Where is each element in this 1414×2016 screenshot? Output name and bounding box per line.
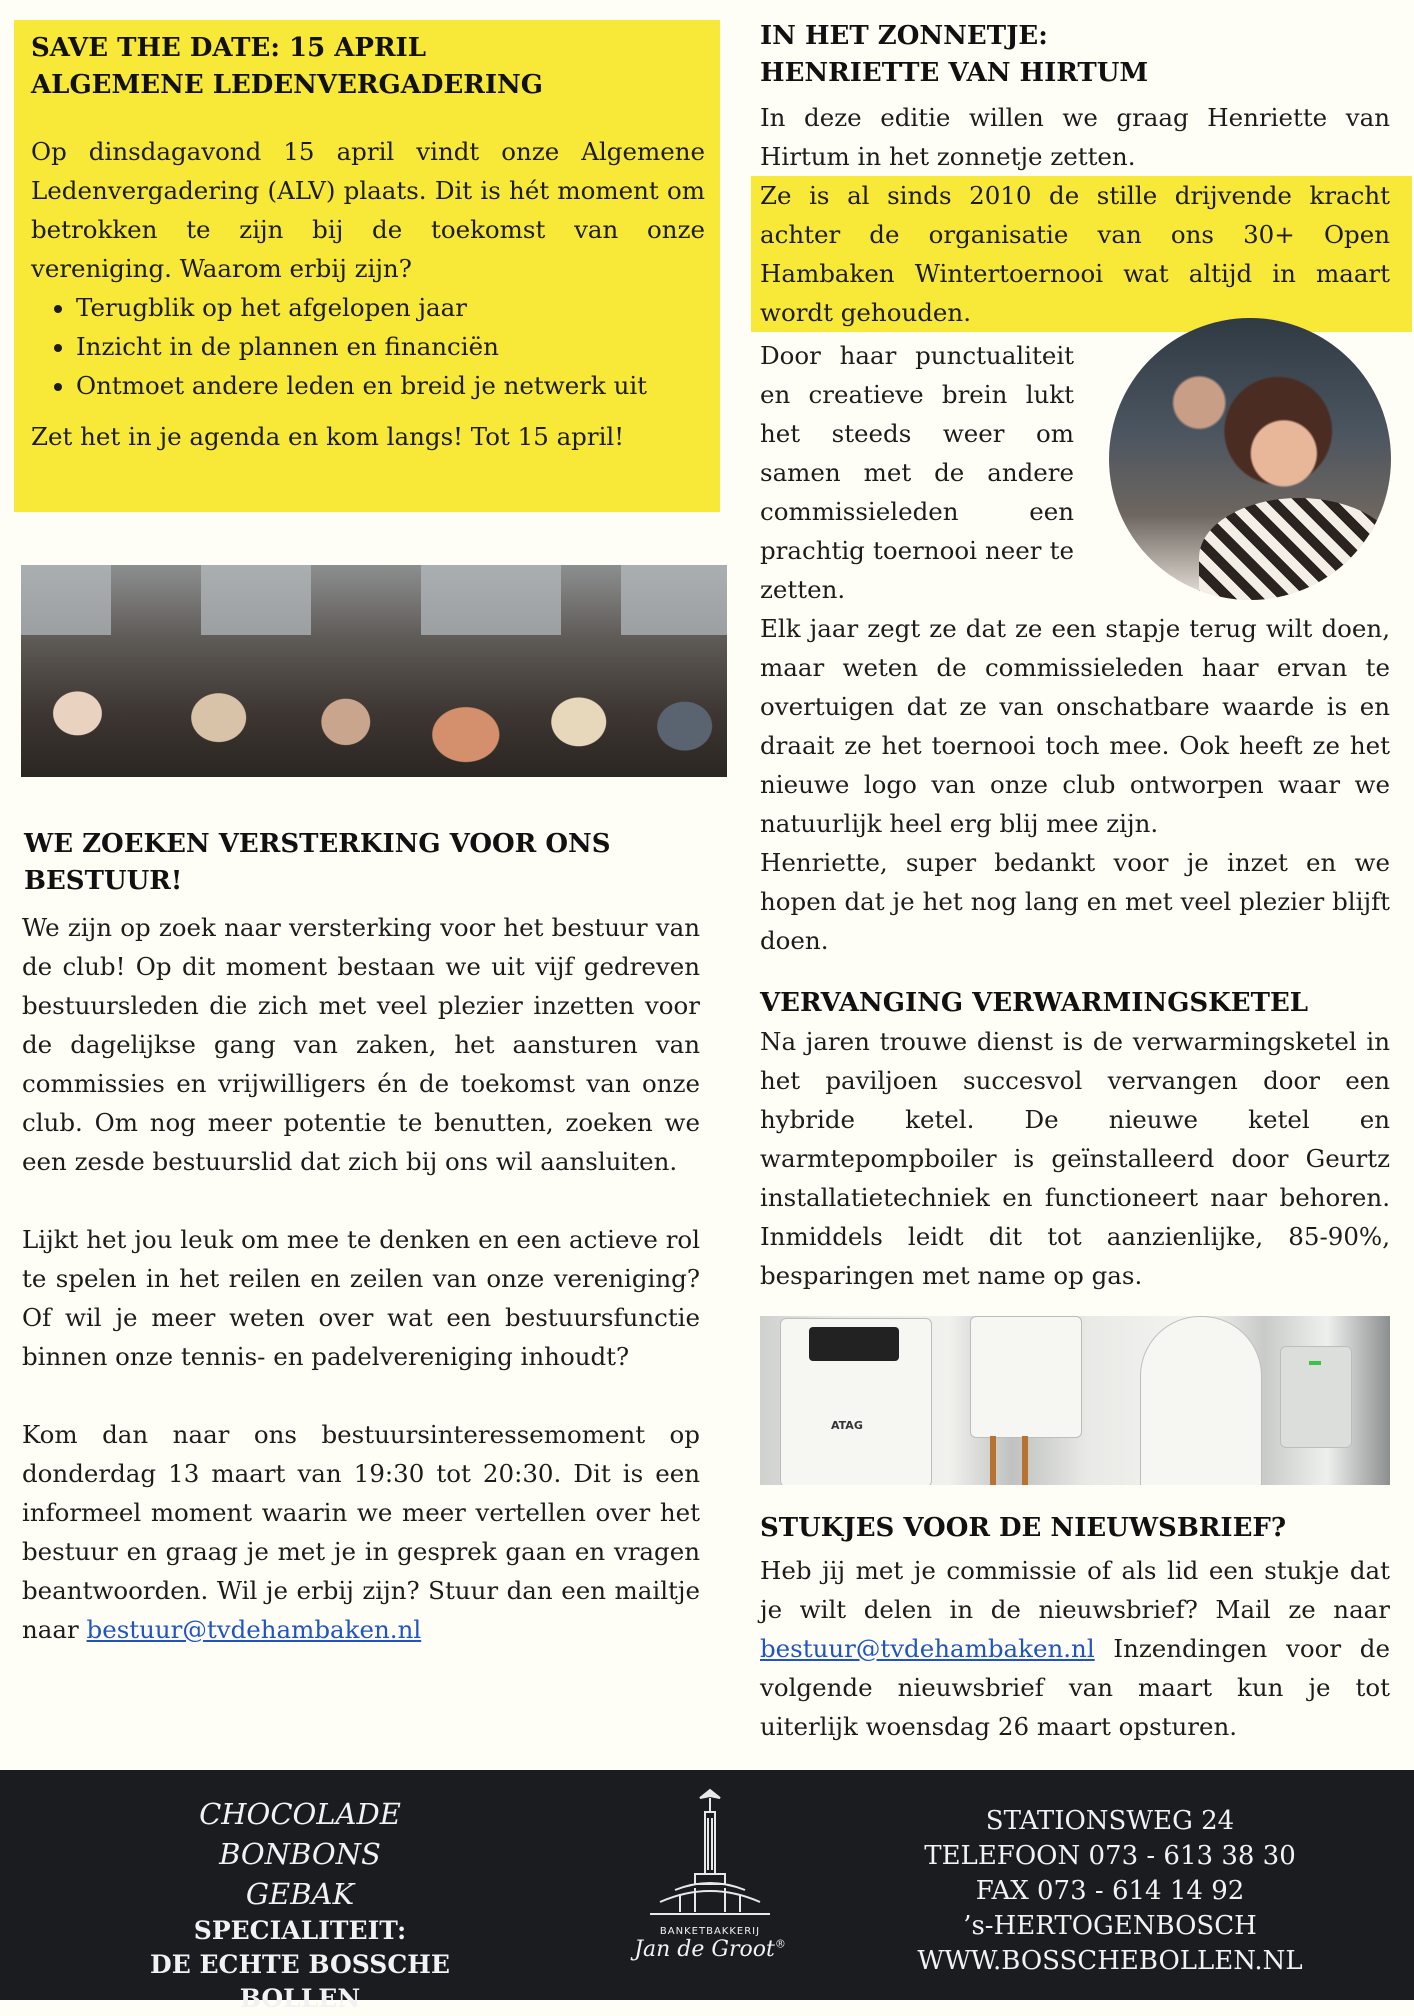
copper-pipe	[1022, 1436, 1028, 1485]
footer-phone: TELEFOON 073 - 613 38 30	[924, 1841, 1296, 1871]
stukjes-text-before: Heb jij met je commissie of als lid een stukje dat je wilt delen in de nieuwsbrief? Mail ze naar	[760, 1556, 1390, 1624]
bestuur-title-line1: WE ZOEKEN VERSTERKING VOOR ONS	[24, 829, 611, 859]
bestuur-email-link[interactable]: bestuur@tvdehambaken.nl	[86, 1615, 422, 1644]
ketel-section	[760, 985, 1390, 1295]
stukjes-section	[760, 1510, 1390, 1746]
footer-speciality: DE ECHTE BOSSCHE BOLLEN	[150, 1950, 450, 2013]
boiler-brand-label: ATAG	[831, 1419, 863, 1432]
monument-icon	[635, 1782, 785, 1922]
henriette-portrait	[1109, 318, 1391, 600]
photo-window	[421, 565, 561, 635]
footer-fax: FAX 073 - 614 14 92	[975, 1876, 1245, 1906]
stukjes-body	[760, 1551, 1390, 1746]
zonnetje-title	[760, 18, 1390, 92]
ketel-body: Na jaren trouwe dienst is de verwarmingsketel in het paviljoen succesvol vervangen door een hybride ketel. De nieuwe ketel en warmtepompboiler is geïnstalleerd door Geurtz installatietechniek en functioneert naar behoren. Inmiddels leidt dit tot aanzienlijke, 85-90%, besparingen met name op gas.	[760, 1027, 1390, 1290]
status-led	[1309, 1361, 1321, 1365]
boiler-display	[809, 1327, 899, 1361]
alv-bullet: • Inzicht in de plannen en financiën	[76, 327, 705, 366]
alv-closing: Zet het in je agenda en kom langs! Tot 15 april!	[31, 422, 625, 451]
copper-pipe	[990, 1436, 996, 1485]
members-meeting-photo	[21, 565, 727, 777]
alv-bullet: • Ontmoet andere leden en breid je netwerk uit	[76, 366, 705, 405]
zonnetje-title-line2: HENRIETTE VAN HIRTUM	[760, 58, 1149, 88]
footer-product: GEBAK	[245, 1877, 355, 1911]
hybrid-boiler	[970, 1316, 1082, 1438]
photo-window	[621, 565, 727, 635]
logo-name-text: Jan de Groot	[634, 1937, 775, 1962]
logo-small-text: BANKETBAKKERIJ	[659, 1926, 761, 1937]
zonnetje-paragraph-3: Elk jaar zegt ze dat ze een stapje terug wilt doen, maar weten de commissieleden haar ervan te overtuigen dat ze van onschatbare waarde is en draait ze het toernooi toch mee. Ook heeft ze het nieuwe logo van onze club ontworpen waar we natuurlijk heel erg blij mee zijn.	[760, 614, 1390, 838]
boiler-photo	[760, 1316, 1390, 1485]
bestuur-paragraph-3-text: Kom dan naar ons bestuursinteressemoment op donderdag 13 maart van 19:30 tot 20:30. Dit is een informeel moment waarin we meer vertellen over het bestuur en graag je met je in gesprek gaan en vragen beantwoorden. Wil je erbij zijn? Stuur dan een mailtje naar	[22, 1420, 700, 1644]
stukjes-title: STUKJES VOOR DE NIEUWSBRIEF?	[760, 1513, 1287, 1543]
alv-title-line1: SAVE THE DATE: 15 APRIL	[31, 33, 427, 63]
alv-intro: Op dinsdagavond 15 april vindt onze Algemene Ledenvergadering (ALV) plaats. Dit is hét moment om betrokken te zijn bij de toekomst van onze vereniging. Waarom erbij zijn?	[31, 137, 705, 283]
footer-address: STATIONSWEG 24	[985, 1806, 1235, 1836]
photo-window	[21, 565, 111, 635]
bestuur-paragraph-2: Lijkt het jou leuk om mee te denken en een actieve rol te spelen in het reilen en zeilen van onze vereniging? Of wil je meer weten over wat een bestuursfunctie binnen onze tennis- en padelvereniging inhoudt?	[22, 1225, 700, 1371]
sponsor-footer	[0, 1770, 1414, 2013]
footer-products	[90, 1794, 510, 2016]
zonnetje-paragraph-2: Door haar punctualiteit en creatieve brein lukt het steeds weer om samen met de andere commissieleden een prachtig toernooi neer te zetten.	[760, 341, 1074, 604]
footer-website: WWW.BOSSCHEBOLLEN.NL	[917, 1946, 1303, 1976]
ketel-title: VERVANGING VERWARMINGSKETEL	[760, 988, 1309, 1018]
alv-section	[14, 20, 720, 512]
logo-name	[630, 1937, 790, 1962]
bestuur-paragraph-3	[22, 1415, 700, 1649]
zonnetje-title-line1: IN HET ZONNETJE:	[760, 21, 1048, 51]
bestuur-section	[22, 826, 700, 1649]
footer-contact	[880, 1804, 1340, 1979]
bestuur-title	[24, 826, 700, 900]
bestuur-paragraph-1: We zijn op zoek naar versterking voor het bestuur van de club! Op dit moment bestaan we uit vijf gedreven bestuursleden die zich met veel plezier inzetten voor de dagelijkse gang van zaken, het aansturen van commissies en vrijwilligers én de toekomst van onze club. Om nog meer potentie te benutten, zoeken we een zesde bestuurslid dat zich bij ons wil aansluiten.	[22, 913, 700, 1176]
control-unit	[1280, 1346, 1352, 1448]
registered-mark: ®	[774, 1937, 786, 1951]
bestuur-title-line2: BESTUUR!	[24, 866, 183, 896]
footer-speciality-label: SPECIALITEIT:	[193, 1916, 407, 1945]
footer-product: BONBONS	[219, 1837, 381, 1871]
footer-city: ’s-HERTOGENBOSCH	[963, 1911, 1257, 1941]
bakery-logo	[630, 1782, 790, 1992]
heat-pump-boiler	[780, 1318, 932, 1485]
footer-product: CHOCOLADE	[199, 1797, 401, 1831]
water-tank	[1140, 1316, 1262, 1485]
portrait-dress	[1199, 498, 1391, 600]
alv-bullet: • Terugblik op het afgelopen jaar	[76, 288, 705, 327]
stukjes-email-link[interactable]: bestuur@tvdehambaken.nl	[760, 1634, 1095, 1663]
stukjes-text-after: Inzendingen voor de volgende nieuwsbrief van maart kun je tot uiterlijk woensdag 26 maart opsturen.	[760, 1634, 1390, 1741]
zonnetje-intro: In deze editie willen we graag Henriette van Hirtum in het zonnetje zetten.	[760, 103, 1390, 171]
zonnetje-highlight: Ze is al sinds 2010 de stille drijvende kracht achter de organisatie van ons 30+ Open Hambaken Wintertoernooi wat altijd in maart wordt gehouden.	[751, 176, 1412, 332]
alv-title-line2: ALGEMENE LEDENVERGADERING	[31, 70, 544, 100]
alv-title	[31, 30, 705, 104]
zonnetje-paragraph-4: Henriette, super bedankt voor je inzet en we hopen dat je het nog lang en met veel plezier blijft doen.	[760, 848, 1390, 955]
alv-bullet-list	[31, 288, 705, 405]
photo-window	[201, 565, 311, 635]
